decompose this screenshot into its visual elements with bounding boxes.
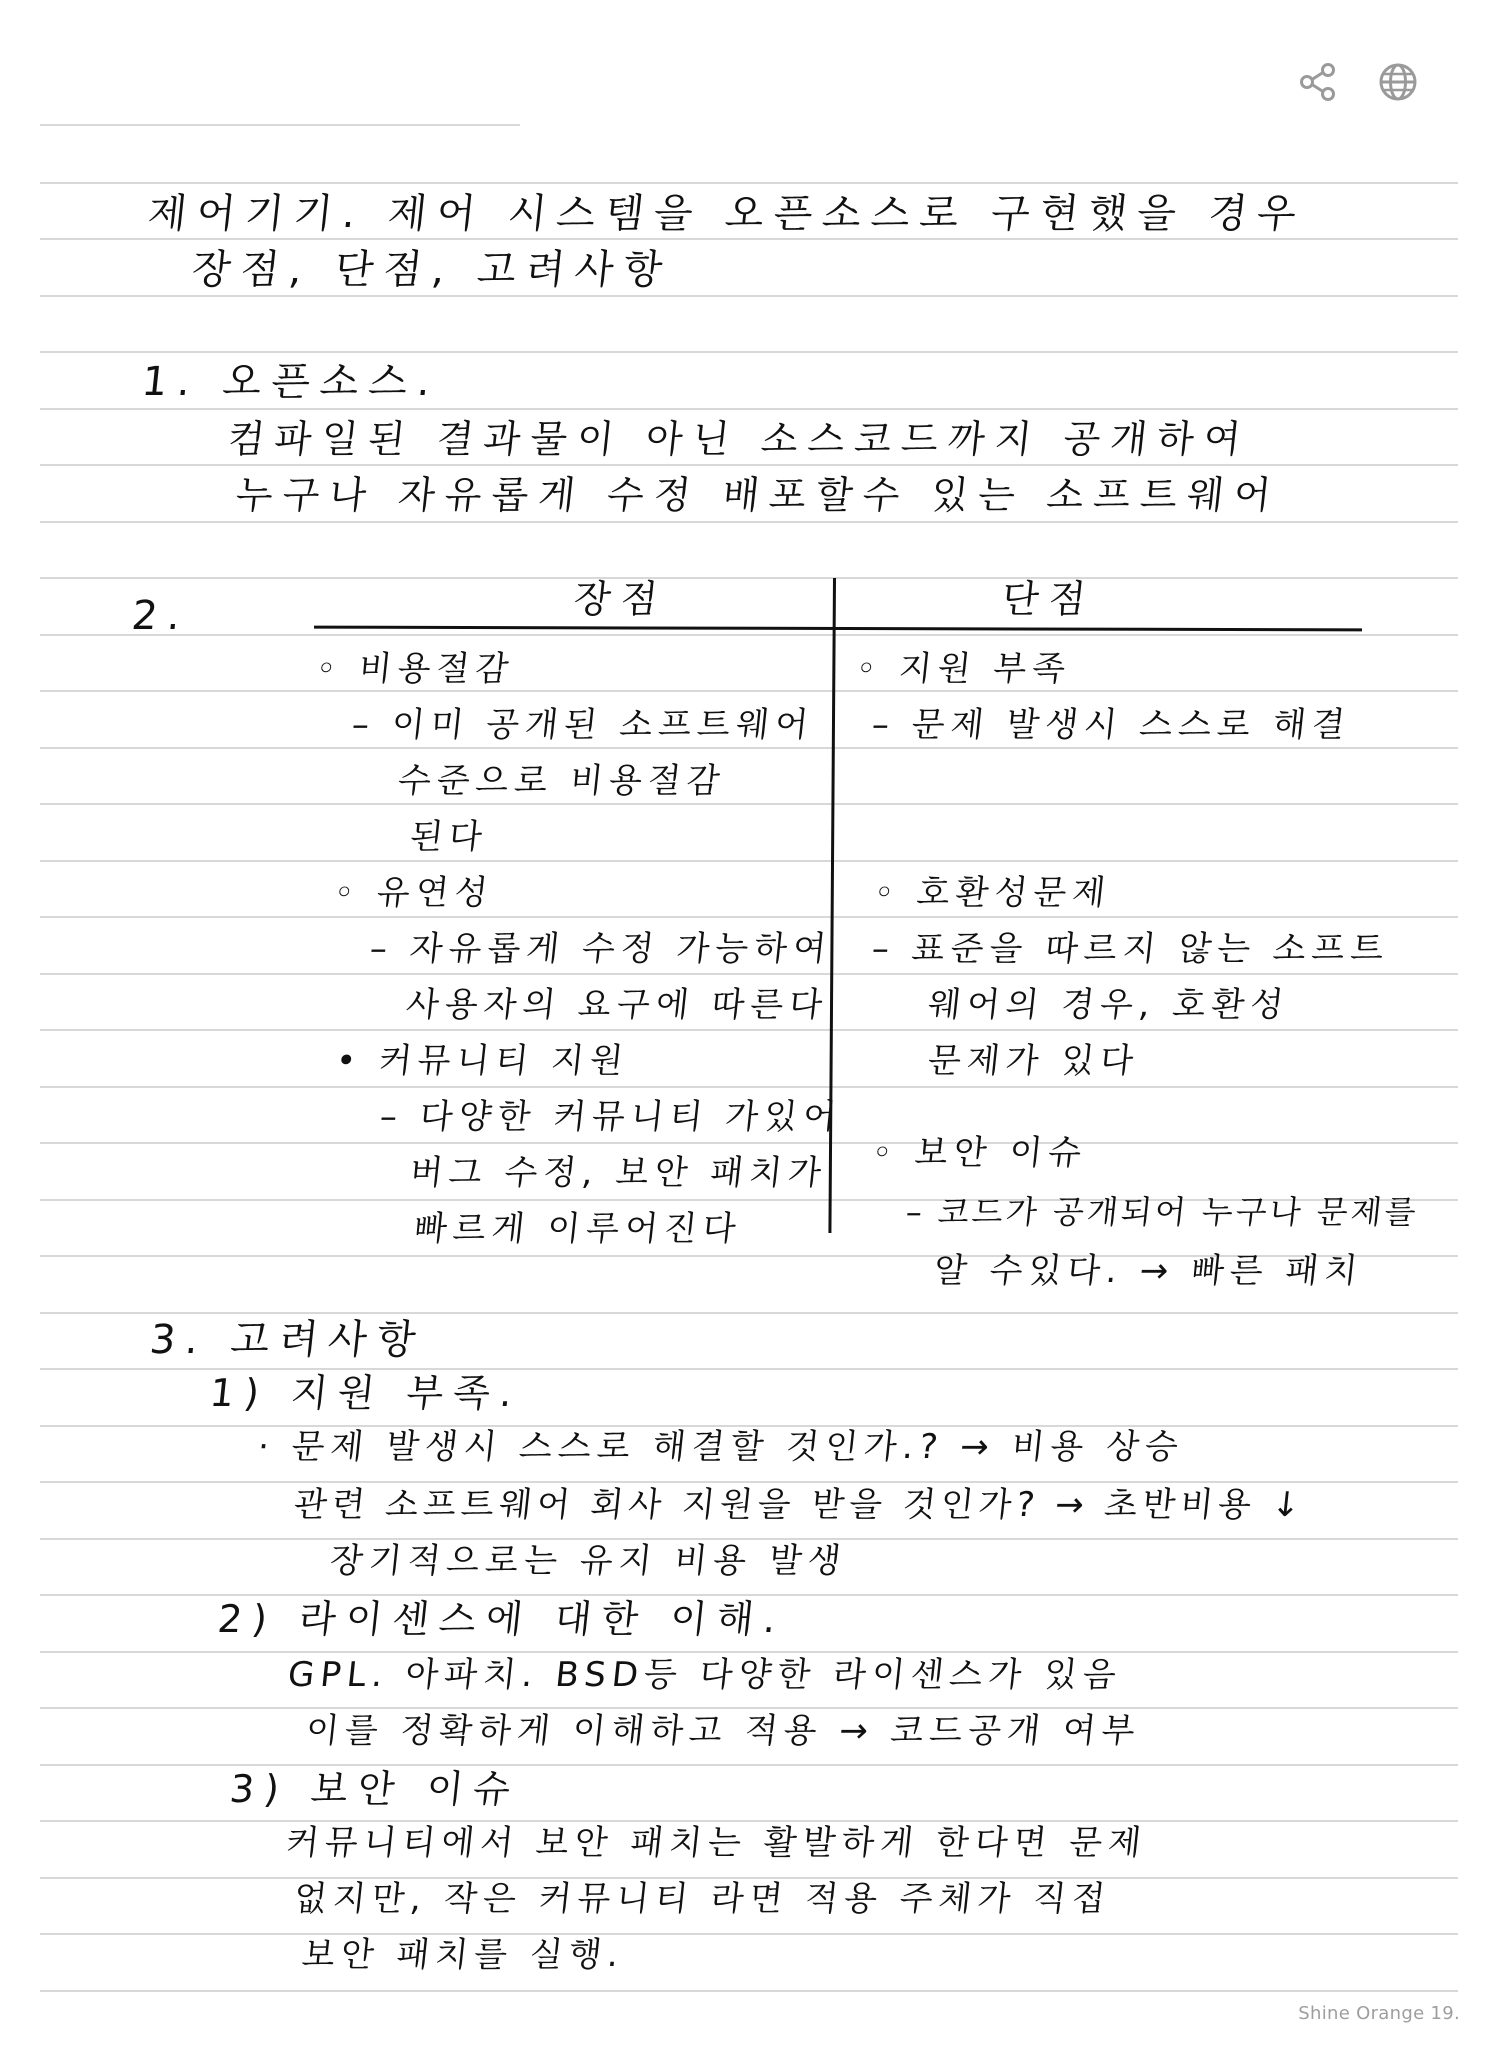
ruled-line xyxy=(40,351,1458,353)
brand-watermark: Shine Orange 19. xyxy=(1298,2003,1460,2024)
pros-item: 버그 수정, 보안 패치가 xyxy=(407,1153,829,1193)
cons-item: ◦ 지원 부족 xyxy=(853,649,1074,689)
ruled-line xyxy=(40,521,1458,523)
ruled-line xyxy=(40,1368,1458,1370)
ruled-line xyxy=(40,973,1458,975)
ruled-line xyxy=(40,1029,1458,1031)
cons-item: ◦ 호환성문제 xyxy=(871,873,1114,913)
ruled-line xyxy=(40,1651,1458,1653)
cons-item: ◦ 보안 이슈 xyxy=(869,1133,1090,1173)
ruled-line xyxy=(40,577,1458,579)
consideration-2-heading: 2) 라이센스에 대한 이해. xyxy=(215,1597,789,1641)
pros-item: 된다 xyxy=(407,817,490,857)
consideration-1-line: 장기적으로는 유지 비용 발생 xyxy=(327,1541,849,1581)
pros-column-header: 장점 xyxy=(571,577,670,621)
pros-item: 수준으로 비용절감 xyxy=(395,761,728,801)
consideration-3-line: 없지만, 작은 커뮤니티 라면 적용 주체가 직접 xyxy=(291,1879,1113,1919)
pros-item: – 자유롭게 수정 가능하여 xyxy=(367,929,834,969)
ruled-line xyxy=(40,634,1458,636)
ruled-line xyxy=(40,747,1458,749)
pros-item: ◦ 비용절감 xyxy=(313,649,517,689)
section-2-number: 2. xyxy=(129,593,193,639)
consideration-1-heading: 1) 지원 부족. xyxy=(207,1371,525,1415)
ruled-line xyxy=(40,1707,1458,1709)
consideration-2-line: 이를 정확하게 이해하고 적용 → 코드공개 여부 xyxy=(303,1711,1143,1751)
section-3-heading: 3. 고려사항 xyxy=(147,1317,428,1363)
note-title-line-1: 제어기기. 제어 시스템을 오픈소스로 구현했을 경우 xyxy=(145,191,1309,237)
consideration-1-line: 관련 소프트웨어 회사 지원을 받을 것인가? → 초반비용 ↓ xyxy=(291,1485,1308,1525)
note-toolbar xyxy=(1298,62,1418,102)
ruled-line xyxy=(40,1312,1458,1314)
cons-item: 문제가 있다 xyxy=(925,1041,1142,1081)
note-title-line-2: 장점, 단점, 고려사항 xyxy=(189,247,675,293)
cons-item: – 문제 발생시 스스로 해결 xyxy=(869,705,1353,745)
title-area-divider xyxy=(40,124,520,126)
table-header-rule xyxy=(314,626,1362,632)
ruled-line xyxy=(40,1990,1458,1992)
pros-item: • 커뮤니티 지원 xyxy=(333,1041,631,1081)
cons-column-header: 단점 xyxy=(999,577,1098,621)
pros-item: ◦ 유연성 xyxy=(331,873,496,913)
ruled-line xyxy=(40,916,1458,918)
ruled-line xyxy=(40,1594,1458,1596)
ruled-line xyxy=(40,182,1458,184)
ruled-line xyxy=(40,803,1458,805)
cons-item: 알 수있다. → 빠른 패치 xyxy=(931,1251,1366,1291)
ruled-line xyxy=(40,1086,1458,1088)
share-icon[interactable] xyxy=(1298,62,1338,102)
consideration-2-line: GPL. 아파치. BSD등 다양한 라이센스가 있음 xyxy=(285,1655,1124,1695)
globe-icon[interactable] xyxy=(1378,62,1418,102)
consideration-3-line: 보안 패치를 실행. xyxy=(299,1935,627,1975)
consideration-3-heading: 3) 보안 이슈 xyxy=(227,1767,523,1811)
consideration-3-line: 커뮤니티에서 보안 패치는 활발하게 한다면 문제 xyxy=(283,1823,1150,1863)
ruled-line xyxy=(40,1820,1458,1822)
ruled-line xyxy=(40,408,1458,410)
pros-item: – 다양한 커뮤니티 가있어 xyxy=(377,1097,844,1137)
section-1-heading: 1. 오픈소스. xyxy=(139,359,443,405)
pros-item: 사용자의 요구에 따른다 xyxy=(403,985,831,1025)
section-1-line-2: 누구나 자유롭게 수정 배포할수 있는 소프트웨어 xyxy=(233,473,1283,517)
cons-item: – 표준을 따르지 않는 소프트 xyxy=(869,929,1392,969)
ruled-line xyxy=(40,1764,1458,1766)
ruled-line xyxy=(40,1538,1458,1540)
ruled-line xyxy=(40,464,1458,466)
ruled-line xyxy=(40,1142,1458,1144)
cons-item: 웨어의 경우, 호환성 xyxy=(925,985,1292,1025)
pros-item: 빠르게 이루어진다 xyxy=(411,1209,744,1249)
ruled-line xyxy=(40,238,1458,240)
pros-item: – 이미 공개된 소프트웨어 xyxy=(349,705,816,745)
consideration-1-line: · 문제 발생시 스스로 해결할 것인가.? → 비용 상승 xyxy=(255,1427,1186,1467)
section-1-line-1: 컴파일된 결과물이 아닌 소스코드까지 공개하여 xyxy=(225,417,1253,461)
ruled-line xyxy=(40,860,1458,862)
ruled-line xyxy=(40,690,1458,692)
ruled-line xyxy=(40,1933,1458,1935)
cons-item: – 코드가 공개되어 누구나 문제를 xyxy=(904,1193,1421,1231)
ruled-line xyxy=(40,295,1458,297)
ruled-line xyxy=(40,1481,1458,1483)
